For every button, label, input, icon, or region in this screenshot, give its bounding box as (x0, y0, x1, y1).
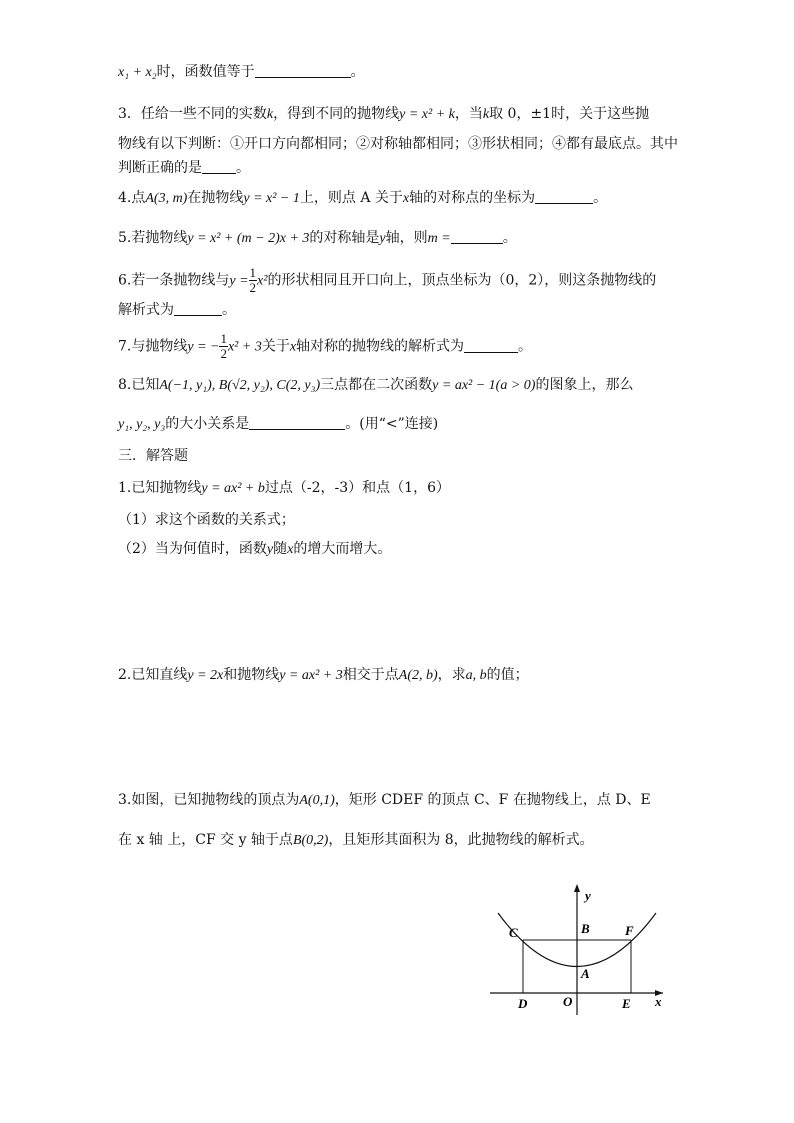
question-8-line-2: y₁, y₂, y₃的大小关系是 。(用“<”连接) (118, 416, 439, 432)
question-6-line-2: 解析式为 。 (118, 302, 236, 318)
label-x: x (655, 994, 662, 1009)
answer-blank[interactable] (535, 189, 593, 204)
label-f: F (625, 923, 634, 938)
parabola-figure (485, 880, 675, 1020)
problem-1: 1.已知抛物线y = ax² + b过点（-2，-3）和点（1，6） (118, 480, 450, 496)
problem-2: 2.已知直线y = 2x和抛物线y = ax² + 3相交于点A(2, b)，求a, b的值； (118, 667, 529, 683)
answer-blank[interactable] (464, 338, 518, 353)
math-expression: y = x² + k (399, 107, 455, 122)
question-3-line-2: 物线有以下判断：①开口方向都相同；②对称轴都相同；③形状相同；④都有最底点。其中 (118, 136, 678, 152)
answer-blank[interactable] (451, 229, 503, 244)
label-a: A (581, 966, 590, 981)
label-b: B (581, 921, 590, 936)
question-2-tail: x₁ + x₂时，函数值等于 。 (118, 64, 365, 80)
label-o: O (563, 994, 573, 1009)
question-8-line-1: 8.已知A(−1, y₁), B(√2, y₂), C(2, y₃)三点都在二次函数y = ax² − 1(a > 0)的图象上，那么 (118, 377, 634, 393)
problem-3-line-1: 3.如图，已知抛物线的顶点为A(0,1)，矩形 CDEF 的顶点 C、F 在抛物线上，点 D、E (118, 792, 651, 808)
problem-1-sub-2: （2）当为何值时，函数y随x的增大而增大。 (118, 541, 392, 557)
problem-1-sub-1: （1）求这个函数的关系式； (118, 512, 295, 528)
label-d: D (518, 996, 528, 1011)
question-4: 4.点A(3, m)在抛物线y = x² − 1上，则点 A 关于x轴的对称点的坐标为 。 (118, 190, 608, 206)
question-7: 7.与抛物线y = − $\frac{1}{2}$ x² + 3关于x轴对称的抛物线的解析式为 。 (118, 331, 533, 361)
answer-blank[interactable] (255, 63, 351, 78)
answer-blank[interactable] (249, 415, 345, 430)
problem-3-line-2: 在 x 轴 上，CF 交 y 轴于点B(0,2)，且矩形其面积为 8，此抛物线的解析式。 (118, 832, 594, 848)
question-6-line-1: 6.若一条抛物线与y = $\frac{1}{2}$ x²的形状相同且开口向上，顶点坐标为（0，2），则这条抛物线的 (118, 265, 657, 295)
question-3-line-3: 判断正确的是 。 (118, 160, 250, 176)
label-y: y (585, 888, 591, 903)
fraction-one-half: $\frac{1}{2}$ (249, 265, 257, 295)
label-e: E (622, 996, 631, 1011)
y-axis-arrow (574, 884, 580, 892)
section-heading: 三．解答题 (118, 448, 188, 464)
question-5: 5.若抛物线y = x² + (m − 2)x + 3的对称轴是y轴，则m = 。 (118, 230, 517, 246)
question-3-line-1: 3．任给一些不同的实数k，得到不同的抛物线y = x² + k，当k取 0，±1时，关于这些抛 (118, 106, 650, 122)
label-c: C (509, 925, 518, 940)
math-expression: x₁ + x₂ (118, 65, 157, 80)
fraction-one-half: $\frac{1}{2}$ (220, 331, 227, 361)
answer-blank[interactable] (202, 159, 236, 174)
answer-blank[interactable] (174, 301, 222, 316)
